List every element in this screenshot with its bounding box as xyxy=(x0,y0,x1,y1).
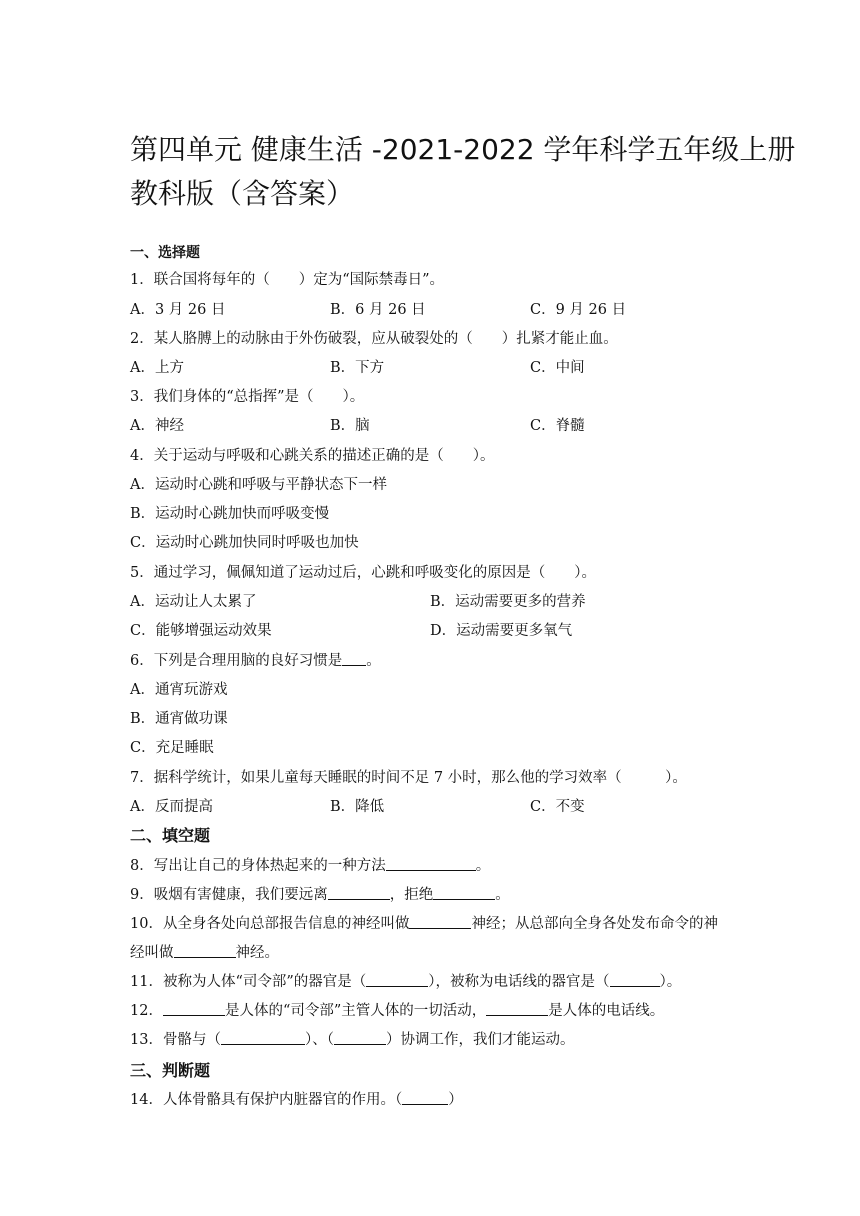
question-13 xyxy=(130,1028,574,1049)
question-14 xyxy=(130,1088,463,1109)
q8-text: 8．写出让自己的身体热起来的一种方法 xyxy=(130,858,386,874)
q5-option-c: C．能够增强运动效果 xyxy=(130,623,272,639)
q1-option-a: A．3 月 26 日 xyxy=(130,302,226,318)
q13-text: 13．骨骼与（ xyxy=(130,1032,221,1048)
answer-blank xyxy=(386,856,476,871)
section-heading-judge: 三、判断题 xyxy=(130,1061,211,1080)
q4-option-b: B．运动时心跳加快而呼吸变慢 xyxy=(130,506,330,522)
q11-tail: ）。 xyxy=(659,974,682,990)
q6-option-b: B．通宵做功课 xyxy=(130,711,228,727)
q3-option-c: C．脊髓 xyxy=(530,418,585,434)
q9-text: 9．吸烟有害健康，我们要远离 xyxy=(130,887,328,903)
question-3: 3．我们身体的“总指挥”是（ ）。 xyxy=(130,389,365,405)
q6-tail: 。 xyxy=(366,653,381,669)
question-12 xyxy=(130,999,664,1020)
q1-option-b: B．6 月 26 日 xyxy=(330,302,426,318)
q7-option-a: A．反而提高 xyxy=(130,799,213,815)
q6-option-c: C．充足睡眠 xyxy=(130,740,214,756)
title-line-1: 第四单元 健康生活 -2021-2022 学年科学五年级上册 xyxy=(130,133,796,166)
q7-option-b: B．降低 xyxy=(330,799,385,815)
title-line-2: 教科版（含答案） xyxy=(130,177,355,210)
q4-option-c: C．运动时心跳加快同时呼吸也加快 xyxy=(130,535,359,551)
answer-blank xyxy=(163,1001,225,1016)
answer-blank xyxy=(409,914,471,929)
q5-option-a: A．运动让人太累了 xyxy=(130,594,257,610)
q8-tail: 。 xyxy=(475,858,491,874)
question-5: 5．通过学习，佩佩知道了运动过后，心跳和呼吸变化的原因是（ ）。 xyxy=(130,565,596,581)
q3-option-a: A．神经 xyxy=(130,418,184,434)
q5-option-d: D．运动需要更多氧气 xyxy=(430,623,573,639)
q2-option-b: B．下方 xyxy=(330,360,385,376)
question-7: 7．据科学统计，如果儿童每天睡眠的时间不足 7 小时，那么他的学习效率（ ）。 xyxy=(130,770,687,786)
answer-blank xyxy=(433,885,495,900)
q9-tail: 。 xyxy=(495,887,510,903)
question-8 xyxy=(130,854,490,875)
q6-option-a: A．通宵玩游戏 xyxy=(130,682,228,698)
answer-blank xyxy=(402,1090,448,1105)
q14-tail: ） xyxy=(448,1092,463,1108)
q5-option-b: B．运动需要更多的营养 xyxy=(430,594,586,610)
question-2: 2．某人胳膊上的动脉由于外伤破裂，应从破裂处的（ ）扎紧才能止血。 xyxy=(130,331,618,347)
answer-blank xyxy=(328,885,390,900)
answer-blank xyxy=(334,1030,386,1045)
q12-number: 12． xyxy=(130,1003,163,1019)
q14-text: 14．人体骨骼具有保护内脏器官的作用。（ xyxy=(130,1092,403,1108)
q10-mid: 神经；从总部向全身各处发布命令的神 xyxy=(471,916,718,932)
q13-mid: ）、（ xyxy=(304,1032,334,1048)
answer-blank xyxy=(610,972,660,987)
q3-option-b: B．脑 xyxy=(330,418,370,434)
answer-blank xyxy=(174,943,236,958)
q6-text: 6．下列是合理用脑的良好习惯是 xyxy=(130,653,343,669)
section-heading-fill: 二、填空题 xyxy=(130,826,211,845)
q12-mid: 是人体的“司令部”主管人体的一切活动， xyxy=(224,1003,487,1019)
q2-option-a: A．上方 xyxy=(130,360,184,376)
question-11 xyxy=(130,970,681,991)
q10-tail: 神经。 xyxy=(235,945,279,961)
q10-cont: 经叫做 xyxy=(130,945,174,961)
question-1: 1．联合国将每年的（ ）定为“国际禁毒日”。 xyxy=(130,272,445,288)
q4-option-a: A．运动时心跳和呼吸与平静状态下一样 xyxy=(130,477,387,493)
answer-blank xyxy=(342,651,366,666)
question-4: 4．关于运动与呼吸和心跳关系的描述正确的是（ ）。 xyxy=(130,448,495,464)
document-title xyxy=(130,128,796,216)
q12-tail: 是人体的电话线。 xyxy=(548,1003,665,1019)
question-9 xyxy=(130,883,510,904)
q10-text: 10．从全身各处向总部报告信息的神经叫做 xyxy=(130,916,410,932)
answer-blank xyxy=(221,1030,305,1045)
answer-blank xyxy=(366,972,428,987)
question-10-continued xyxy=(130,941,279,962)
answer-blank xyxy=(486,1001,548,1016)
question-6 xyxy=(130,649,381,670)
q11-text: 11．被称为人体“司令部”的器官是（ xyxy=(130,974,367,990)
section-heading-choice: 一、选择题 xyxy=(130,245,200,261)
q7-option-c: C．不变 xyxy=(530,799,585,815)
q11-mid: ），被称为电话线的器官是（ xyxy=(428,974,610,990)
q13-tail: ）协调工作，我们才能运动。 xyxy=(385,1032,575,1048)
q9-mid: ，拒绝 xyxy=(389,887,434,903)
question-10 xyxy=(130,912,718,933)
q1-option-c: C．9 月 26 日 xyxy=(530,302,627,318)
q2-option-c: C．中间 xyxy=(530,360,585,376)
